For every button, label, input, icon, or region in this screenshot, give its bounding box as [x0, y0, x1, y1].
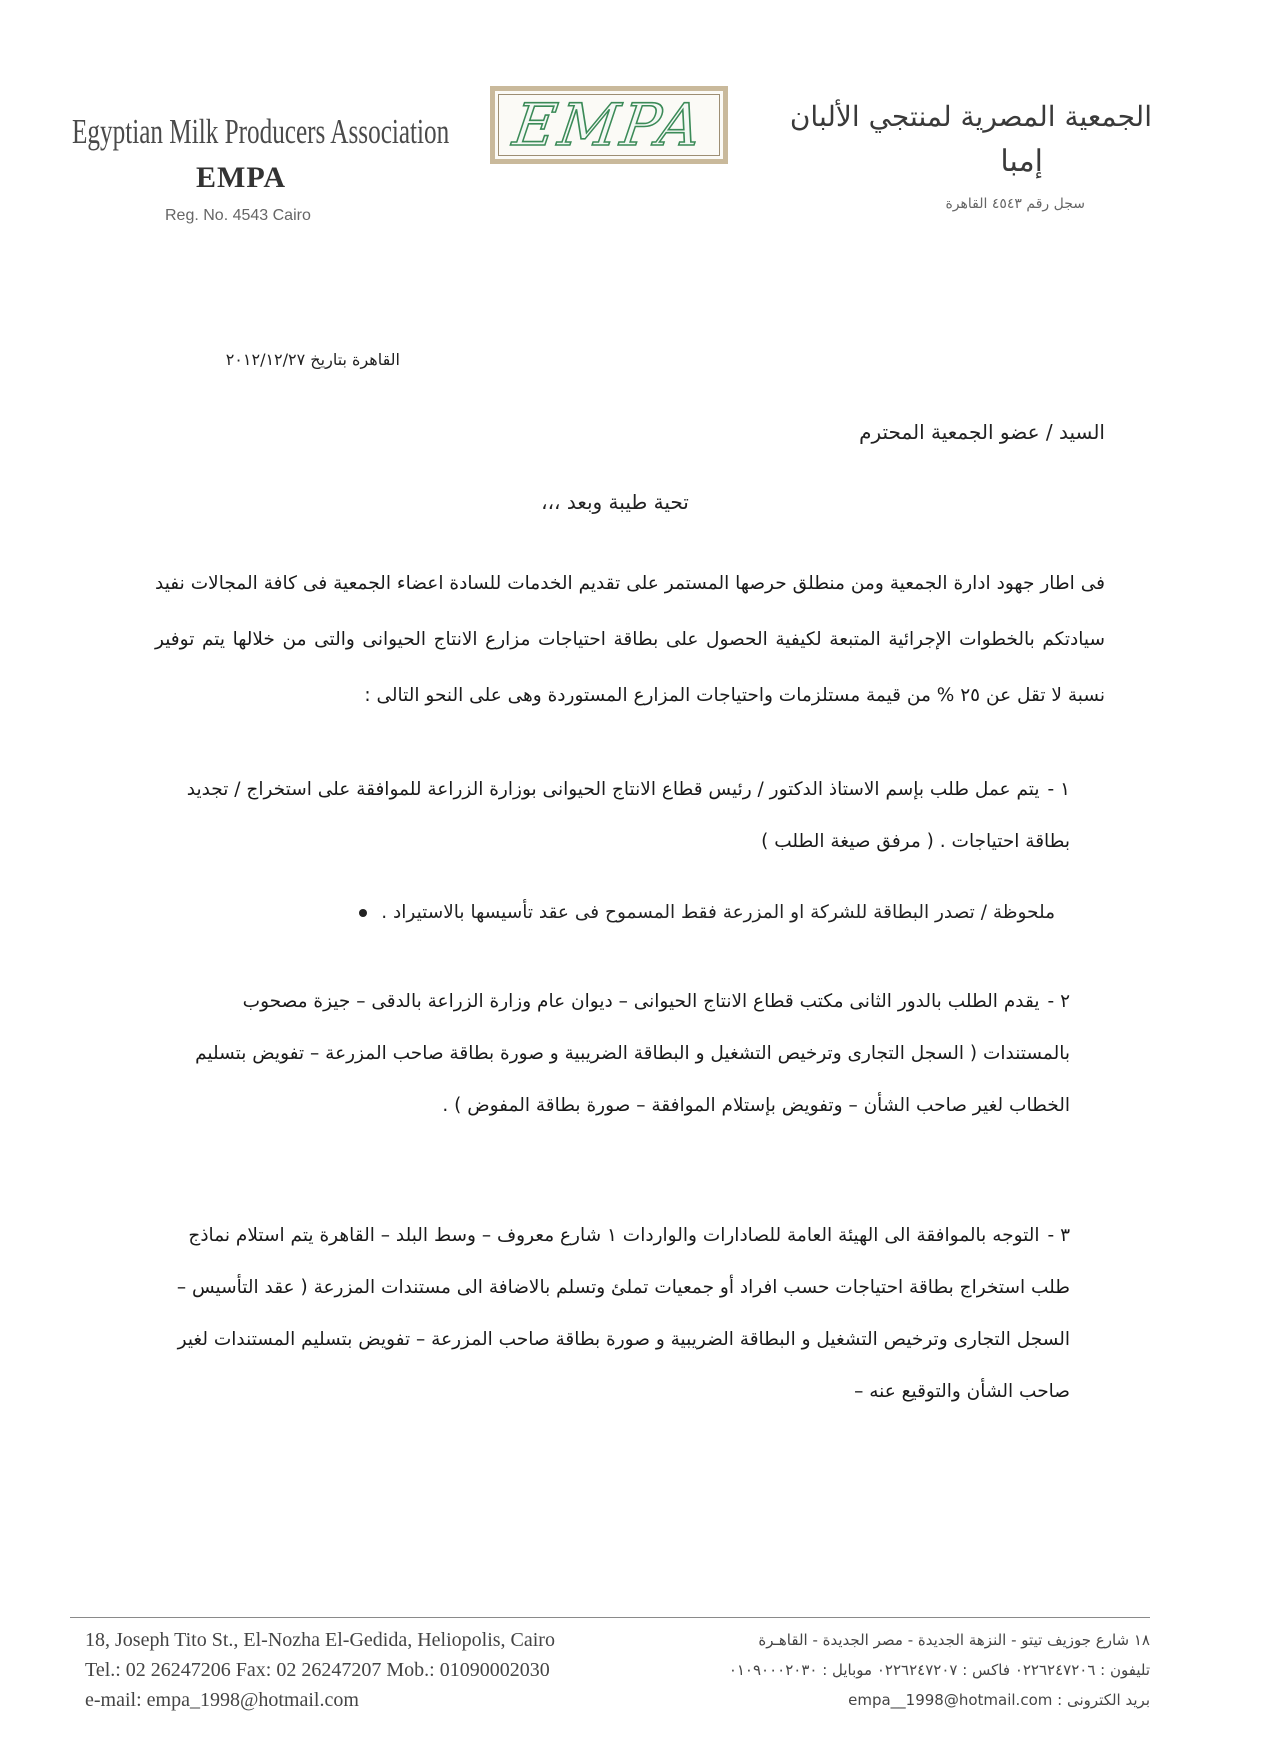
empa-logo — [490, 86, 728, 164]
footer-phones-ar: تليفون : ٠٢٢٦٢٤٧٢٠٦ فاكس : ٠٢٢٦٢٤٧٢٠٧ موبايل : ٠١٠٩٠٠٠٢٠٣٠ — [728, 1661, 1150, 1679]
footer-phones-en: Tel.: 02 26247206 Fax: 02 26247207 Mob.: 01090002030 — [85, 1659, 550, 1681]
letter-date: القاهرة بتاريخ ٢٠١٢/١٢/٢٧ — [225, 350, 400, 369]
step-text: التوجه بالموافقة الى الهيئة العامة للصادارات والواردات ١ شارع معروف – وسط البلد – القاهرة يتم استلام نماذج طلب استخراج بطاقة احتياجات حسب افراد أو جمعيات تملئ وتسلم بالاضافة الى مستندات المزرعة ( عقد التأسيس – السجل التجارى وترخيص التشغيل و البطاقة الضريبية و صورة بطاقة صاحب المزرعة – تفويض بتسليم المستندات لغير صاحب الشأن والتوقيع عنه – — [176, 1225, 1070, 1402]
step-text: يقدم الطلب بالدور الثانى مكتب قطاع الانتاج الحيوانى – ديوان عام وزارة الزراعة بالدقى – جيزة مصحوب بالمستندات ( السجل التجارى وترخيص التشغيل و البطاقة الضريبية و صورة بطاقة صاحب المزرعة – تفويض بتسليم الخطاب لغير صاحب الشأن – وتفويض بإستلام الموافقة – صورة بطاقة المفوض ) . — [195, 991, 1070, 1116]
footer-arabic-contact — [729, 1625, 1150, 1715]
logo-text: EMPA — [509, 91, 709, 159]
note-line — [359, 902, 1055, 923]
letter-addressee: السيد / عضو الجمعية المحترم — [859, 420, 1105, 444]
arabic-registration-number: سجل رقم ٤٥٤٣ القاهرة — [945, 196, 1085, 212]
footer-email-label-ar: بريد الكترونى : — [1057, 1691, 1150, 1709]
step-item-2 — [150, 976, 1070, 1132]
english-association-name: Egyptian Milk Producers Association — [72, 112, 450, 151]
footer-address-ar: ١٨ شارع جوزيف تيتو - النزهة الجديدة - مصر الجديدة - القاهـرة — [758, 1631, 1150, 1649]
footer-english-contact — [85, 1625, 555, 1715]
english-registration-number: Reg. No. 4543 Cairo — [165, 207, 311, 224]
footer-address-en: 18, Joseph Tito St., El-Nozha El-Gedida, Heliopolis, Cairo — [85, 1629, 555, 1651]
footer-divider — [70, 1617, 1150, 1618]
step-number: ١ - — [1047, 779, 1070, 800]
footer-email-ar — [729, 1685, 1150, 1715]
intro-paragraph: فى اطار جهود ادارة الجمعية ومن منطلق حرصها المستمر على تقديم الخدمات للسادة اعضاء الجمعية فى كافة المجالات نفيد سيادتكم بالخطوات الإجرائية المتبعة لكيفية الحصول على بطاقة احتياجات مزارع الانتاج الحيوانى والتى من خلالها يتم توفير نسبة لا تقل عن ٢٥ % من قيمة مستلزمات واحتياجات المزارع المستوردة وهى على النحو التالى : — [155, 573, 1105, 706]
step-item-1 — [155, 764, 1070, 868]
footer-email-en: e-mail: empa_1998@hotmail.com — [85, 1689, 359, 1711]
note-text: ملحوظة / تصدر البطاقة للشركة او المزرعة فقط المسموح فى عقد تأسيسها بالاستيراد . — [381, 902, 1055, 923]
english-association-abbr: EMPA — [196, 161, 287, 194]
step-number: ٢ - — [1047, 991, 1070, 1012]
arabic-association-abbr: إمبا — [1000, 144, 1043, 179]
arabic-association-name: الجمعية المصرية لمنتجي الألبان — [789, 100, 1152, 133]
step-item-3 — [150, 1210, 1070, 1418]
footer-email-value-ar: empa__1998@hotmail.com — [848, 1691, 1053, 1709]
letter-greeting: تحية طيبة وبعد ،،، — [541, 490, 689, 514]
bullet-icon — [359, 909, 367, 917]
step-text: يتم عمل طلب بإسم الاستاذ الدكتور / رئيس قطاع الانتاج الحيوانى بوزارة الزراعة للموافقة على استخراج / تجديد بطاقة احتياجات . ( مرفق صيغة الطلب ) — [186, 779, 1070, 852]
step-number: ٣ - — [1047, 1225, 1070, 1246]
